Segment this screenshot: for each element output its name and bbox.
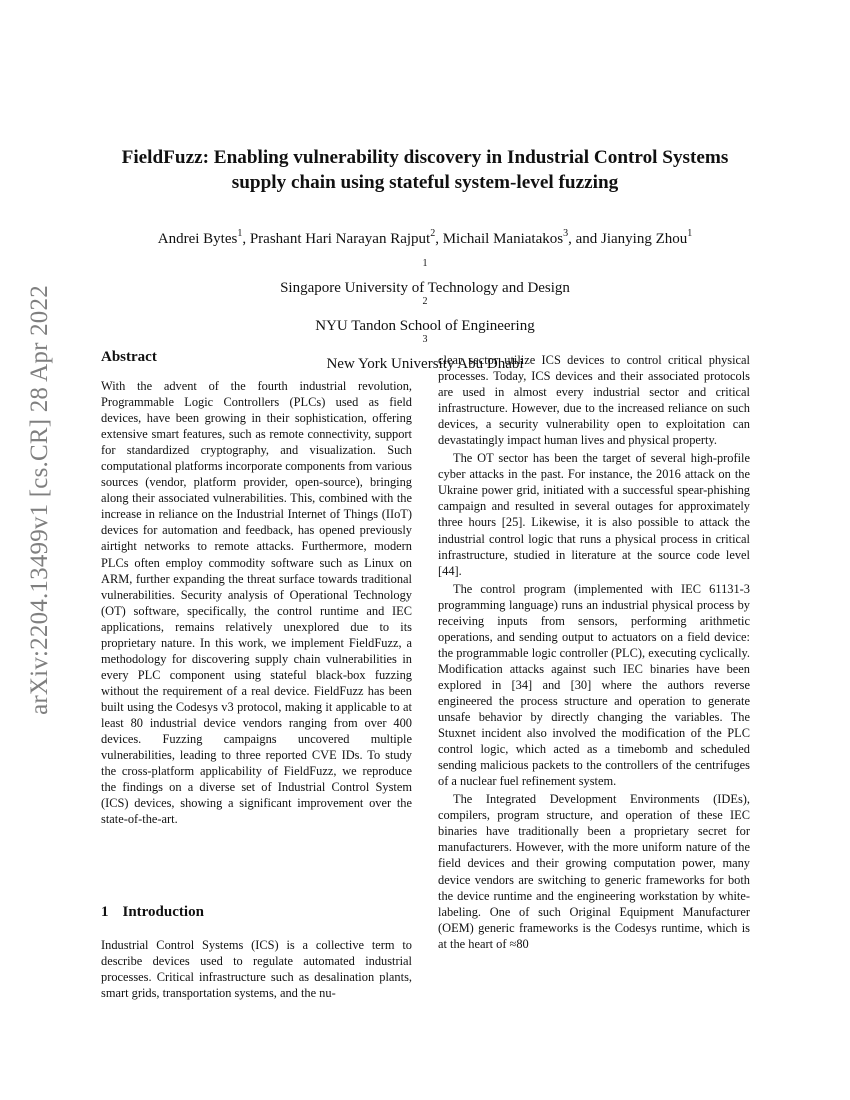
section-number: 1 [101,904,109,920]
affiliation: $^2$ NYU Tandon School of Engineering [315,296,535,334]
introduction-paragraph: Industrial Control Systems (ICS) is a collective term to describe devices used to regulate automated industrial processes. Critical infrastructure such as desalination plants, smart grids, transportation systems, and the nu- [101,938,412,1001]
arxiv-identifier-text: arXiv:2204.13499v1 [cs.CR] 28 Apr 2022 [26,285,54,715]
right-column [438,352,750,952]
author: Prashant Hari Narayan Rajput$^2$ [249,228,436,247]
arxiv-identifier [20,285,60,715]
author: Michail Maniatakos$^3$ [442,228,569,247]
body-paragraph: The OT sector has been the target of several high-profile cyber attacks in the past. For instance, the 2016 attack on the Ukraine power grid, initiated with a successful spear-phishing campaign and resulted in several outages for approximately three hours [25]. Likewise, it is also possible to attack the industrial control logic that runs a physical process in critical infrastructure, studied in literature at the source code level [44]. [438,451,750,578]
author-list: Andrei Bytes$^1$, Prashant Hari Narayan Rajput$^2$, Michail Maniatakos$^3$, and Jianying Zhou$^1$ [157,228,693,247]
abstract-heading: Abstract [101,349,157,365]
body-paragraph: The control program (implemented with IEC 61131-3 programming language) runs an industrial physical process by receiving inputs from sensors, performing arithmetic operations, and sending output to actuators on a field device: the programmable logic controller (PLC), executing cyclically. Modification attacks against such IEC binaries have been explored in [34] and [30] where the authors reverse engineered the process structure and operation to generate unsafe behavior by directly changing the variables. The Stuxnet incident also involved the modification of the PLC control logic, which acted as a timebomb and scheduled sending malicious packets to the controllers of the centrifuges of a nuclear fuel refinement system. [438,581,750,789]
body-paragraph: The Integrated Development Environments (IDEs), compilers, program structure, and operation of these IEC binaries have traditionally been a proprietary secret for manufacturers. However, with the more uniform nature of the field devices and their growing computation power, many device vendors are switching to generic frameworks for both the device runtime and the engineering workstation by white-labeling. One of such Original Equipment Manufacturer (OEM) generic frameworks is the Codesys runtime, which is at the heart of ≈80 [438,792,750,951]
affiliation: $^3$ New York University Abu Dhabi [326,334,524,372]
paper-title-line-1: FieldFuzz: Enabling vulnerability discovery in Industrial Control Systems [121,147,729,168]
paper-title [100,145,750,195]
body-paragraph: clear sector utilize ICS devices to control critical physical processes. Today, ICS devices and their associated protocols are used in almost every industrial sector and critical infrastructure. However, due to the increased reliance on such devices, a security vulnerability open to exploitation can devastatingly impact human lives and physical property. [438,353,750,448]
author: Jianying Zhou$^1$ [601,228,693,247]
paper-title-line-2: supply chain using stateful system-level fuzzing [231,172,619,193]
abstract-paragraph: With the advent of the fourth industrial revolution, Programmable Logic Controllers (PLCs) used as field devices, have been growing in their sophistication, offering extensive smart features, such as remote connectivity, support for standardized cryptography, and visualization. Such computational platforms incorporate components from various sources (vendor, platform provider, open-source), bringing along their associated vulnerabilities. This, combined with the increase in reliance on the Industrial Internet of Things (IIoT) devices for automation and feedback, has opened previously airtight networks to remote attacks. Furthermore, modern PLCs often employ commodity software such as Linux on ARM, further expanding the threat surface towards traditional vulnerabilities. Security analysis of Operational Technology (OT) software, specifically, the control runtime and IEC applications, remains relatively unexplored due to its proprietary nature. In this work, we implement FieldFuzz, a methodology for discovering supply chain vulnerabilities in every PLC component using stateful black-box fuzzing without the requirement of a real device. FieldFuzz has been built using the Codesys v3 protocol, making it applicable to at least 80 industrial device vendors ranging from over 400 devices. Fuzzing campaigns uncovered multiple vulnerabilities, leading to three reported CVE IDs. To study the cross-platform applicability of FieldFuzz, we reproduce the findings on a diverse set of Industrial Control System (ICS) devices, showing a significant improvement over the state-of-the-art. [101,379,412,827]
abstract-body [101,378,412,827]
introduction-heading [101,904,204,921]
section-title: Introduction [122,904,204,920]
author: Andrei Bytes$^1$ [157,228,243,247]
affiliation: $^1$ Singapore University of Technology and Design [280,258,570,296]
introduction-left-column [101,937,412,1001]
